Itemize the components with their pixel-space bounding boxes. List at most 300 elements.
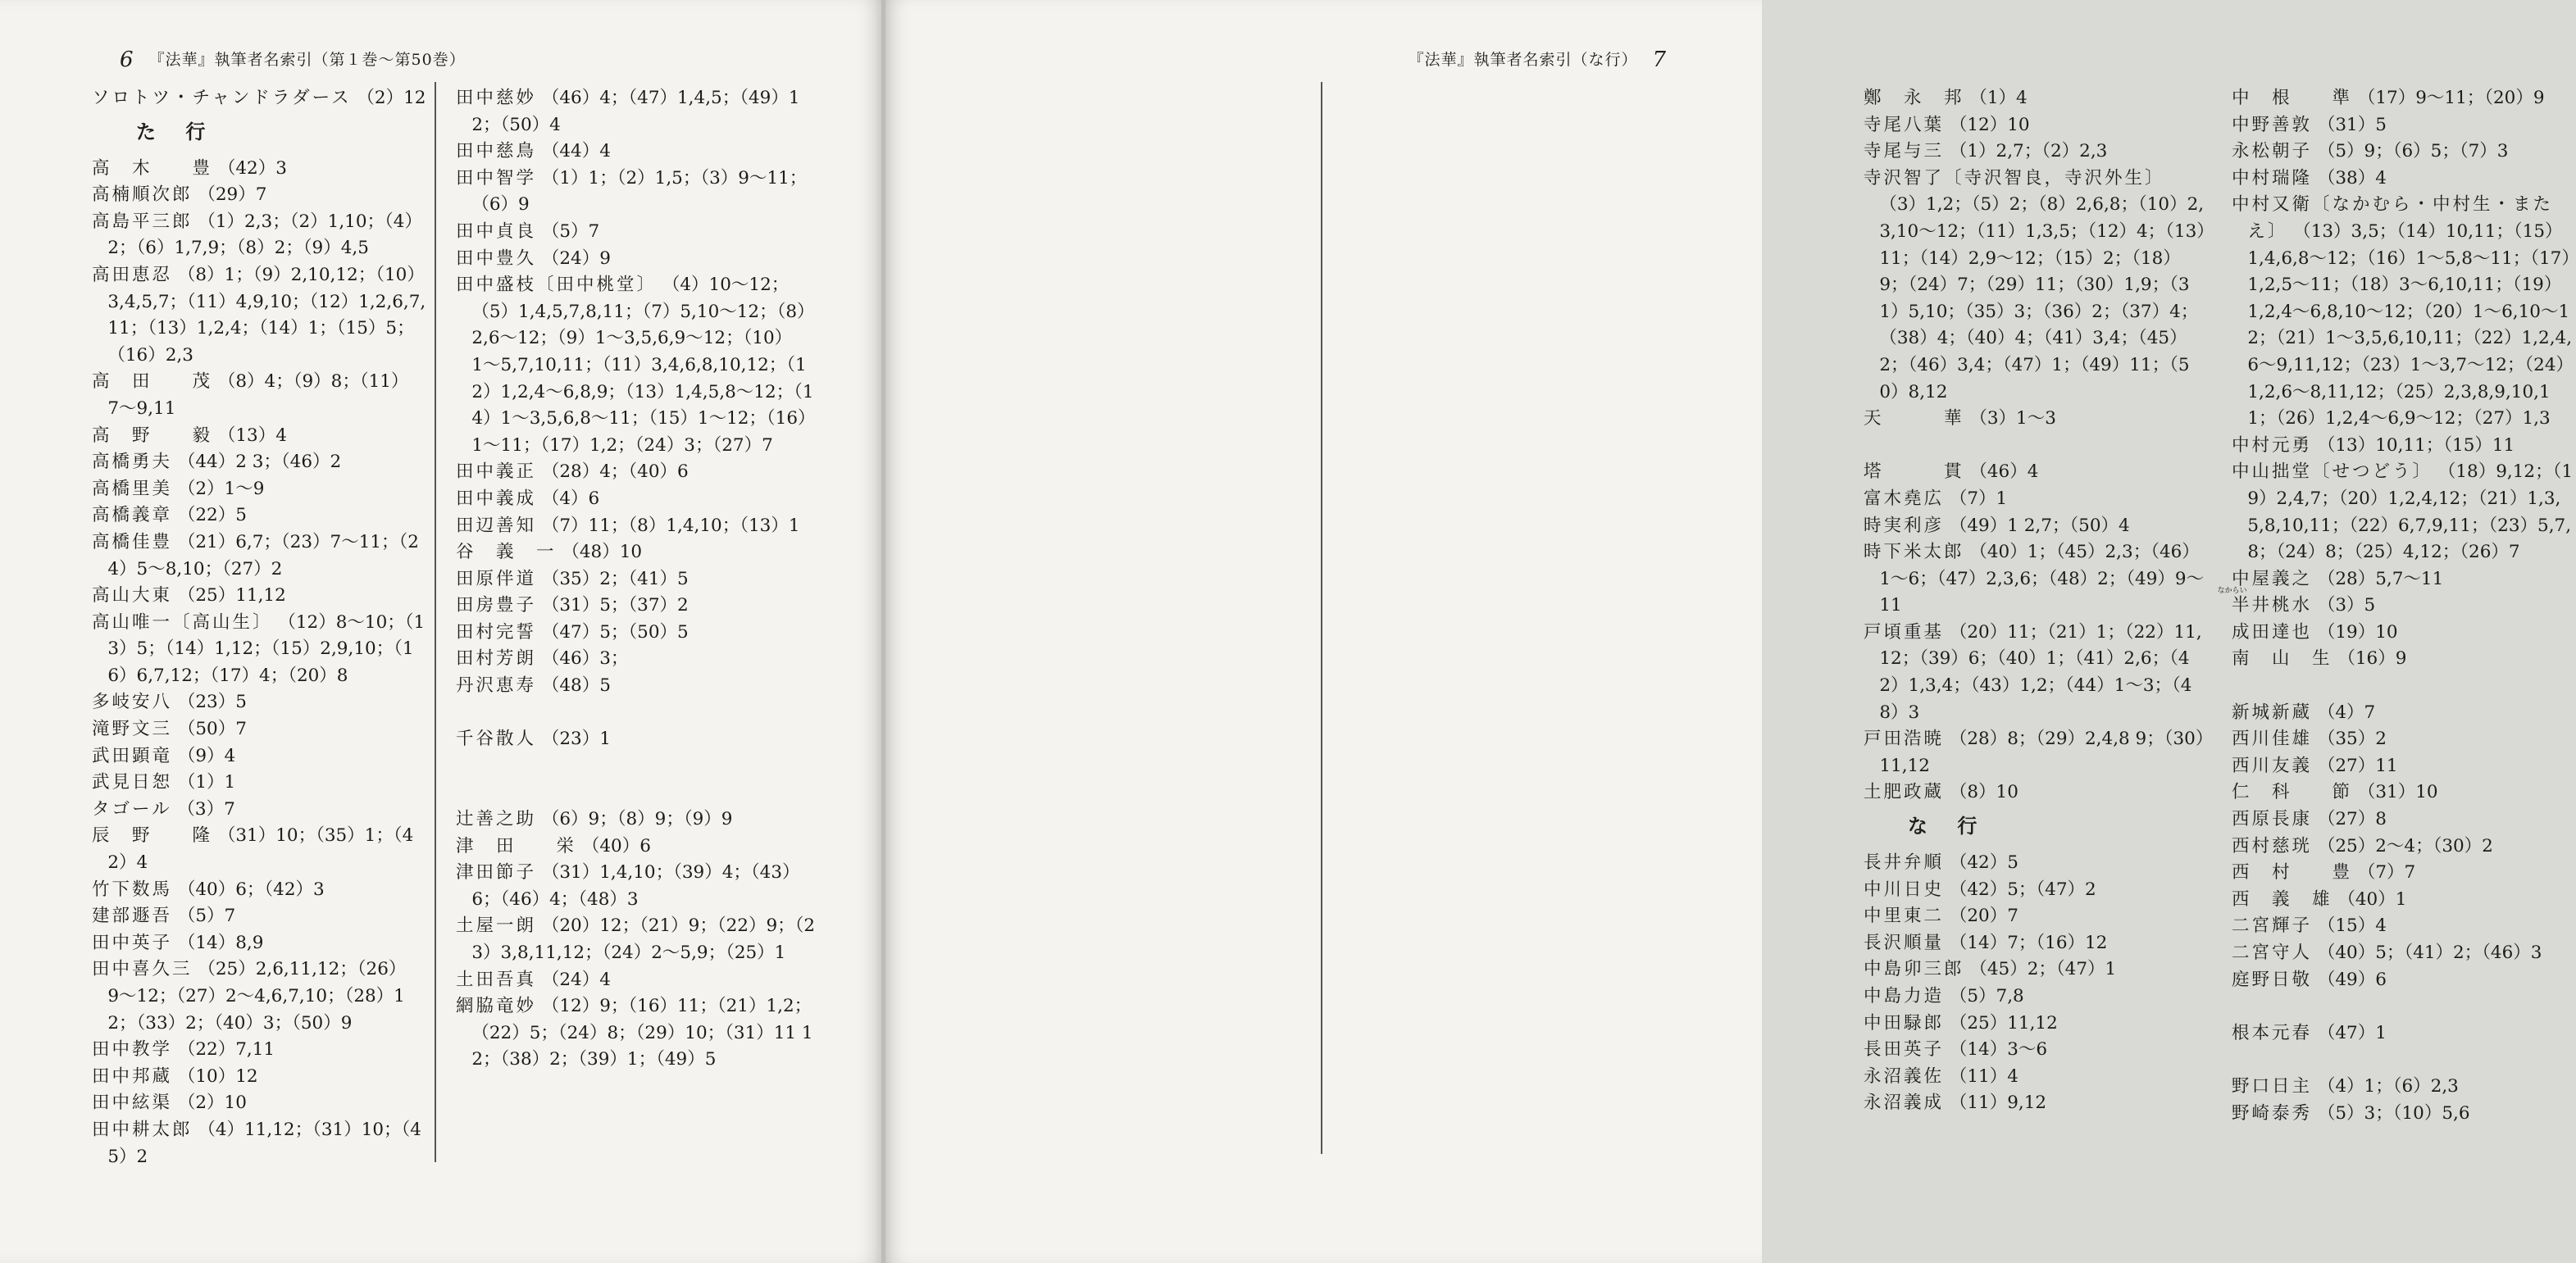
volume-issue-refs: （21）6,7；（23）7〜11；（24）5〜8,10；（27）2 bbox=[107, 531, 419, 579]
index-entry bbox=[1864, 984, 2208, 1011]
index-entry bbox=[92, 502, 432, 529]
volume-issue-refs: （19）10 bbox=[2317, 621, 2398, 643]
index-entry bbox=[456, 539, 817, 566]
author-name: 丹沢恵寿 bbox=[456, 675, 537, 697]
volume-issue-refs: （46）4；（47）1,4,5；（49）12；（50）4 bbox=[471, 88, 800, 135]
index-entry bbox=[92, 797, 432, 824]
author-name: 田辺善知 bbox=[456, 515, 537, 536]
section-heading: な 行 bbox=[1908, 814, 1989, 838]
author-name: 二宮輝子 bbox=[2232, 915, 2313, 937]
author-name: 南 山 生 bbox=[2232, 648, 2333, 670]
index-entry bbox=[2232, 887, 2576, 914]
volume-issue-refs: （40）1 bbox=[2337, 888, 2407, 910]
index-entry bbox=[2232, 860, 2576, 887]
volume-issue-refs: （4）1；（6）2,3 bbox=[2317, 1075, 2459, 1097]
author-name: 高島平三郎 bbox=[92, 211, 193, 232]
index-entry bbox=[456, 860, 817, 913]
left-page-number: 6 bbox=[120, 48, 134, 72]
index-entry bbox=[456, 246, 817, 273]
volume-issue-refs: （44）4 bbox=[541, 141, 611, 162]
volume-issue-refs: （48）5 bbox=[541, 675, 611, 697]
index-entry bbox=[1864, 620, 2208, 726]
volume-issue-refs: （40）5；（41）2；（46）3 bbox=[2317, 943, 2542, 963]
index-entry bbox=[92, 1064, 432, 1091]
index-entry bbox=[456, 646, 817, 673]
author-name: 永松朝子 bbox=[2232, 141, 2313, 162]
author-name: 高橋勇夫 bbox=[92, 452, 173, 473]
volume-issue-refs: （27）8 bbox=[2317, 809, 2387, 830]
author-name: 戸頃重基 bbox=[1864, 621, 1945, 643]
index-entry bbox=[2232, 459, 2576, 566]
author-name: 新城新蔵 bbox=[2232, 702, 2313, 723]
volume-issue-refs: （28）5,7〜11 bbox=[2317, 568, 2444, 589]
author-name: 田中豊久 bbox=[456, 248, 537, 269]
volume-issue-refs: （2）10 bbox=[177, 1093, 247, 1114]
index-entry bbox=[92, 369, 432, 422]
author-name: 成田達也 bbox=[2232, 621, 2313, 643]
volume-issue-refs: （17）9〜11；（20）9 bbox=[2357, 88, 2545, 108]
author-name: 田中喜久三 bbox=[92, 959, 193, 980]
index-entry bbox=[92, 903, 432, 930]
volume-issue-refs: （31）5 bbox=[2317, 114, 2387, 135]
author-name: 中屋義之 bbox=[2232, 568, 2313, 589]
author-name: 土屋一朗 bbox=[456, 915, 537, 937]
right-page bbox=[885, 0, 2574, 1263]
right-column-2 bbox=[2217, 85, 2576, 1127]
index-entry bbox=[456, 620, 817, 647]
author-name: 田原伴道 bbox=[456, 568, 537, 589]
author-name: 田房豊子 bbox=[456, 595, 537, 616]
volume-issue-refs: （49）1 2,7；（50）4 bbox=[1949, 515, 2130, 536]
author-name: 西村慈珖 bbox=[2232, 835, 2313, 856]
author-name: 二宮守人 bbox=[2232, 943, 2313, 963]
volume-issue-refs: （44）2 3；（46）2 bbox=[177, 452, 342, 473]
volume-issue-refs: （14）3〜6 bbox=[1949, 1039, 2048, 1061]
author-name: 庭野日敬 bbox=[2232, 969, 2313, 990]
author-name: 高 田 茂 bbox=[92, 371, 213, 393]
right-page-header bbox=[1408, 48, 1682, 72]
author-name: 野崎泰秀 bbox=[2232, 1102, 2313, 1124]
author-name: 半井桃水 bbox=[2232, 595, 2313, 616]
author-name: 高山大東 bbox=[92, 585, 173, 607]
right-page-number: 7 bbox=[1652, 48, 1667, 72]
volume-issue-refs: （49）6 bbox=[2317, 969, 2387, 990]
volume-issue-refs: （16）9 bbox=[2337, 648, 2407, 670]
index-entry bbox=[1864, 1064, 2208, 1091]
volume-issue-refs: （23）5 bbox=[177, 692, 247, 713]
author-name: 西 村 豊 bbox=[2232, 862, 2353, 884]
index-entry bbox=[92, 716, 432, 743]
author-name: 西川友義 bbox=[2232, 755, 2313, 776]
volume-issue-refs: （15）4 bbox=[2317, 915, 2387, 937]
index-entry bbox=[456, 566, 817, 593]
author-name: 仁 科 節 bbox=[2232, 782, 2353, 803]
volume-issue-refs: （14）8,9 bbox=[177, 932, 264, 953]
author-name: 中 根 準 bbox=[2232, 88, 2353, 108]
spacer bbox=[2232, 673, 2576, 700]
author-name: 中村元勇 bbox=[2232, 434, 2313, 456]
volume-issue-refs: （42）5；（47）2 bbox=[1949, 879, 2096, 900]
spacer bbox=[456, 779, 817, 806]
author-name: 長田英子 bbox=[1864, 1039, 1945, 1061]
author-name: 津田節子 bbox=[456, 862, 537, 884]
index-entry bbox=[1864, 726, 2208, 779]
author-name: 田中盛枝〔田中桃堂〕 bbox=[456, 275, 658, 296]
author-name: 富木堯広 bbox=[1864, 488, 1945, 509]
author-name: ソロトツ・チャンドラダース bbox=[92, 88, 352, 108]
author-name: タゴール bbox=[92, 798, 172, 820]
volume-issue-refs: （42）3 bbox=[217, 157, 287, 179]
index-entry bbox=[456, 593, 817, 620]
index-entry bbox=[92, 182, 432, 209]
index-entry bbox=[2232, 166, 2576, 193]
volume-issue-refs: （5）9；（6）5；（7）3 bbox=[2317, 141, 2509, 162]
author-name: 土肥政蔵 bbox=[1864, 782, 1945, 803]
author-name: 田村完誓 bbox=[456, 621, 537, 643]
author-name: 田中教学 bbox=[92, 1039, 173, 1061]
volume-issue-refs: （4）6 bbox=[541, 488, 600, 509]
index-entry bbox=[1864, 877, 2208, 904]
index-entry bbox=[92, 1037, 432, 1064]
index-entry bbox=[456, 967, 817, 994]
index-entry bbox=[2232, 1074, 2576, 1101]
author-name: 中田騄郎 bbox=[1864, 1012, 1945, 1034]
volume-issue-refs: （47）5；（50）5 bbox=[541, 621, 689, 643]
author-name: 中島卯三郎 bbox=[1864, 959, 1964, 980]
author-name: 塔 貫 bbox=[1864, 461, 1964, 483]
volume-issue-refs: （14）7；（16）12 bbox=[1949, 932, 2108, 953]
author-name: 中村又衛〔なかむら・中村生・またえ〕 bbox=[2232, 194, 2554, 242]
index-entry bbox=[456, 513, 817, 540]
volume-issue-refs: （1）2,3；（2）1,10；（4）2；（6）1,7,9；（8）2；（9）4,5 bbox=[107, 211, 422, 259]
index-entry bbox=[1864, 956, 2208, 984]
author-name: 高 木 豊 bbox=[92, 157, 213, 179]
index-entry bbox=[92, 1090, 432, 1117]
author-name: 中里東二 bbox=[1864, 906, 1945, 927]
ruby-reading: なからい bbox=[2217, 587, 2247, 596]
author-name: 寺尾八葉 bbox=[1864, 114, 1945, 135]
volume-issue-refs: （7）7 bbox=[2357, 862, 2416, 884]
author-name: 野口日主 bbox=[2232, 1075, 2313, 1097]
author-name: 時実利彦 bbox=[1864, 515, 1945, 536]
volume-issue-refs: （40）6；（42）3 bbox=[177, 879, 325, 900]
index-entry bbox=[2232, 192, 2576, 432]
volume-issue-refs: （31）10 bbox=[2357, 782, 2438, 803]
author-name: 田中慈妙 bbox=[456, 88, 537, 108]
index-entry bbox=[2232, 700, 2576, 727]
index-entry bbox=[456, 85, 817, 139]
volume-issue-refs: （23）1 bbox=[541, 729, 611, 750]
author-name: 田中慈鳥 bbox=[456, 141, 537, 162]
author-name: 高楠順次郎 bbox=[92, 184, 193, 206]
volume-issue-refs: （38）4 bbox=[2317, 167, 2387, 189]
volume-issue-refs: （4）7 bbox=[2317, 702, 2376, 723]
volume-issue-refs: （35）2；（41）5 bbox=[541, 568, 689, 589]
index-entry bbox=[456, 139, 817, 166]
volume-issue-refs: （8）1；（9）2,10,12；（10）3,4,5,7；（11）4,9,10；（12）1,2,6,7,11；（13）1,2,4；（14）1；（15）5；（16）2,3 bbox=[107, 264, 426, 366]
volume-issue-refs: （13）3,5；（14）10,11；（15）1,4,6,8〜12；（16）1〜5,8〜11；（17）1,2,5〜11；（18）3〜6,10,11；（19）1,2,4〜6,8,10〜12；（20）1〜6,10〜12；（21）1〜3,5,6,10,11；（22）1,2,4,6〜9,11,12；（23）1〜3,7〜12；（24）1,2,6〜8,11,12；（25）2,3,8,9,10,11；（26）1,2,4〜6,9〜12；（27）1,3 bbox=[2247, 220, 2574, 429]
index-entry bbox=[456, 459, 817, 486]
left-column-2 bbox=[456, 85, 817, 1074]
index-entry bbox=[456, 219, 817, 246]
volume-issue-refs: （20）7 bbox=[1949, 906, 2018, 927]
volume-issue-refs: （46）3； bbox=[541, 648, 629, 670]
volume-issue-refs: （5）7 bbox=[177, 906, 236, 927]
author-name: 高 野 毅 bbox=[92, 425, 213, 446]
volume-issue-refs: （1）1；（2）1,5；（3）9〜11；（6）9 bbox=[471, 167, 808, 216]
index-entry bbox=[92, 156, 432, 183]
volume-issue-refs: （7）11；（8）1,4,10；（13）1 bbox=[541, 515, 800, 536]
volume-issue-refs: （2）12 bbox=[357, 88, 426, 108]
volume-issue-refs: （12）10 bbox=[1949, 114, 2030, 135]
author-name: 戸田浩暁 bbox=[1864, 729, 1945, 750]
volume-issue-refs: （3）1,2；（5）2；（8）2,6,8；（10）2,3,10〜12；（11）1,3,5；（12）4；（13）11；（14）2,9〜12；（15）2；（18）9；（24）7；（29）11；（30）1,9；（31）5,10；（35）3；（36）2；（37）4；（38）4；（40）4；（41）3,4；（45）2；（46）3,4；（47）1；（49）11；（50）8,12 bbox=[1879, 194, 2206, 402]
volume-issue-refs: （28）4；（40）6 bbox=[541, 461, 689, 483]
author-name: 天 華 bbox=[1864, 408, 1964, 429]
author-name: 永沼義佐 bbox=[1864, 1065, 1945, 1087]
author-name: 鄭 永 邦 bbox=[1864, 88, 1964, 108]
index-entry bbox=[1864, 459, 2208, 486]
index-entry bbox=[1864, 166, 2208, 406]
index-entry bbox=[456, 673, 817, 700]
index-entry bbox=[92, 610, 432, 690]
volume-issue-refs: （1）2,7；（2）2,3 bbox=[1949, 141, 2108, 162]
volume-issue-refs: （31）10；（35）1；（42）4 bbox=[107, 825, 414, 874]
volume-issue-refs: （4）10〜12；（5）1,4,5,7,8,11；（7）5,10〜12；（8）2,6〜12；（9）1〜3,5,6,9〜12；（10）1〜5,7,10,11；（11）3,4,6,8,10,12；（12）1,2,4〜6,8,9；（13）1,4,5,8〜12；（14）1〜3,5,6,8〜11；（15）1〜12；（16）1〜11；（17）1,2；（24）3；（27）7 bbox=[471, 275, 816, 456]
author-name: 竹下数馬 bbox=[92, 879, 173, 900]
author-name: 根本元春 bbox=[2232, 1022, 2313, 1043]
index-entry bbox=[456, 806, 817, 834]
author-name: 西 義 雄 bbox=[2232, 888, 2333, 910]
index-entry bbox=[1864, 139, 2208, 166]
author-name: 滝野文三 bbox=[92, 719, 173, 740]
volume-issue-refs: （20）12；（21）9；（22）9；（23）3,8,11,12；（24）2〜5,9；（25）1 bbox=[471, 915, 816, 963]
volume-issue-refs: （31）5；（37）2 bbox=[541, 595, 689, 616]
left-page bbox=[0, 0, 881, 1263]
index-entry bbox=[92, 85, 432, 112]
author-name: 西原長康 bbox=[2232, 809, 2313, 830]
author-name: 寺沢智了〔寺沢智良，寺沢外生〕 bbox=[1864, 167, 2165, 189]
volume-issue-refs: （8）10 bbox=[1949, 782, 2018, 803]
index-entry bbox=[1864, 112, 2208, 139]
spacer bbox=[2232, 993, 2576, 1020]
index-entry bbox=[456, 166, 817, 219]
index-entry bbox=[1864, 1090, 2208, 1117]
index-entry bbox=[1864, 930, 2208, 957]
index-entry bbox=[2232, 806, 2576, 834]
author-name: 高橋義章 bbox=[92, 505, 173, 526]
volume-issue-refs: （31）1,4,10；（39）4；（43）6；（46）4；（48）3 bbox=[471, 862, 800, 910]
volume-issue-refs: （29）7 bbox=[198, 184, 267, 206]
author-name: 多岐安八 bbox=[92, 692, 173, 713]
author-name: 田中智学 bbox=[456, 167, 537, 189]
author-name: 中山拙堂〔せつどう〕 bbox=[2232, 461, 2433, 483]
author-name: 高山唯一〔高山生〕 bbox=[92, 611, 273, 633]
volume-issue-refs: （2）1〜9 bbox=[177, 478, 265, 499]
author-name: 辻善之助 bbox=[456, 809, 537, 830]
index-entry bbox=[2217, 587, 2576, 620]
index-entry bbox=[1864, 486, 2208, 513]
volume-issue-refs: （6）9；（8）9；（9）9 bbox=[541, 809, 733, 830]
index-entry bbox=[92, 476, 432, 503]
volume-issue-refs: （4）11,12；（31）10；（45）2 bbox=[107, 1119, 421, 1167]
volume-issue-refs: （47）1 bbox=[2317, 1022, 2387, 1043]
index-entry bbox=[1864, 779, 2208, 806]
volume-issue-refs: （3）5 bbox=[2317, 595, 2376, 616]
index-entry bbox=[2232, 834, 2576, 861]
index-entry bbox=[2232, 753, 2576, 780]
volume-issue-refs: （3）7 bbox=[177, 798, 235, 820]
author-name: 田中耕太郎 bbox=[92, 1119, 193, 1140]
index-entry bbox=[456, 272, 817, 459]
volume-issue-refs: （45）2；（47）1 bbox=[1969, 959, 2117, 980]
index-entry bbox=[456, 913, 817, 966]
index-entry bbox=[1864, 903, 2208, 930]
author-name: 建部遯吾 bbox=[92, 906, 173, 927]
volume-issue-refs: （10）12 bbox=[177, 1065, 258, 1087]
volume-issue-refs: （40）1；（45）2,3；（46）1〜6；（47）2,3,6；（48）2；（49）9〜11 bbox=[1879, 542, 2205, 616]
volume-issue-refs: （5）3；（10）5,6 bbox=[2317, 1102, 2470, 1124]
index-entry bbox=[92, 449, 432, 476]
author-name: 長井弁順 bbox=[1864, 852, 1945, 874]
spacer bbox=[456, 700, 817, 727]
index-entry bbox=[92, 423, 432, 450]
author-name: 高橋里美 bbox=[92, 478, 173, 499]
volume-issue-refs: （3）1〜3 bbox=[1969, 408, 2056, 429]
author-name: 高田恵忍 bbox=[92, 264, 173, 285]
volume-issue-refs: （25）11,12 bbox=[1949, 1012, 2058, 1034]
index-entry bbox=[1864, 513, 2208, 540]
volume-issue-refs: （27）11 bbox=[2317, 755, 2398, 776]
author-name: 田中邦蔵 bbox=[92, 1065, 173, 1087]
index-entry bbox=[92, 583, 432, 610]
index-entry bbox=[1864, 850, 2208, 877]
volume-issue-refs: （22）5 bbox=[177, 505, 247, 526]
author-name: 中野善敦 bbox=[2232, 114, 2313, 135]
volume-issue-refs: （13）10,11；（15）11 bbox=[2317, 434, 2515, 456]
index-entry bbox=[2232, 779, 2576, 806]
index-entry bbox=[2232, 1101, 2576, 1128]
left-column-1 bbox=[92, 85, 432, 1170]
right-column-1 bbox=[1864, 85, 2208, 1117]
author-name: 津 田 栄 bbox=[456, 835, 577, 856]
spacer bbox=[456, 753, 817, 780]
index-entry bbox=[2232, 726, 2576, 753]
index-entry bbox=[92, 1117, 432, 1170]
index-entry bbox=[92, 930, 432, 957]
volume-issue-refs: （28）8；（29）2,4,8 9；（30）11,12 bbox=[1879, 729, 2205, 776]
author-name: 中島力造 bbox=[1864, 986, 1945, 1006]
index-entry bbox=[456, 486, 817, 513]
index-entry bbox=[1864, 406, 2208, 433]
index-entry bbox=[92, 956, 432, 1037]
author-name: 武見日恕 bbox=[92, 772, 173, 793]
author-name: 寺尾与三 bbox=[1864, 141, 1945, 162]
volume-issue-refs: （20）11；（21）1；（22）11,12；（39）6；（40）1；（41）2,6；（42）1,3,4；（43）1,2；（44）1〜3；（48）3 bbox=[1879, 621, 2202, 723]
author-name: 土田吾真 bbox=[456, 969, 537, 990]
volume-issue-refs: （1）1 bbox=[177, 772, 236, 793]
volume-issue-refs: （25）11,12 bbox=[177, 585, 286, 607]
volume-issue-refs: （12）8〜10；（13）5；（14）1,12；（15）2,9,10；（16）6,7,12；（17）4；（20）8 bbox=[107, 611, 426, 686]
left-page-title: 『法華』執筆者名索引（第１巻〜第50巻） bbox=[148, 51, 466, 69]
index-entry bbox=[2232, 85, 2576, 112]
author-name: 高橋佳豊 bbox=[92, 531, 173, 552]
index-entry bbox=[2232, 1020, 2576, 1047]
volume-issue-refs: （25）2,6,11,12；（26）9〜12；（27）2〜4,6,7,10；（28）12；（33）2；（40）3；（50）9 bbox=[107, 959, 407, 1034]
author-name: 武田顕竜 bbox=[92, 745, 173, 766]
volume-issue-refs: （12）9；（16）11；（21）1,2；（22）5；（24）8；（29）10；（31）11 12；（38）2；（39）1；（49）5 bbox=[471, 996, 813, 1070]
index-entry bbox=[2232, 646, 2576, 673]
volume-issue-refs: （5）7 bbox=[541, 220, 600, 242]
left-page-header bbox=[105, 48, 466, 72]
author-name: 谷 義 一 bbox=[456, 542, 557, 563]
volume-issue-refs: （35）2 bbox=[2317, 729, 2387, 750]
volume-issue-refs: （13）4 bbox=[217, 425, 287, 446]
author-name: 西川佳雄 bbox=[2232, 729, 2313, 750]
index-entry bbox=[2232, 139, 2576, 166]
volume-issue-refs: （48）10 bbox=[562, 542, 643, 563]
spacer bbox=[2232, 1047, 2576, 1074]
volume-issue-refs: （1）4 bbox=[1969, 88, 2028, 108]
section-heading: た 行 bbox=[136, 119, 217, 143]
index-entry bbox=[2232, 112, 2576, 139]
index-entry bbox=[2232, 913, 2576, 940]
volume-issue-refs: （11）9,12 bbox=[1949, 1093, 2047, 1114]
author-name: 時下米太郎 bbox=[1864, 542, 1964, 563]
volume-issue-refs: （46）4 bbox=[1969, 461, 2039, 483]
volume-issue-refs: （8）4；（9）8；（11）7〜9,11 bbox=[107, 371, 409, 419]
index-entry bbox=[92, 262, 432, 369]
index-entry bbox=[2232, 940, 2576, 967]
index-entry bbox=[456, 993, 817, 1074]
author-name: 永沼義成 bbox=[1864, 1093, 1945, 1114]
volume-issue-refs: （5）7,8 bbox=[1949, 986, 2024, 1006]
index-entry bbox=[1864, 1037, 2208, 1064]
volume-issue-refs: （18）9,12；（19）2,4,7；（20）1,2,4,12；（21）1,3,5,8,10,11；（22）6,7,9,11；（23）5,7,8；（24）8；（25）4,12；（26）7 bbox=[2247, 461, 2574, 563]
index-entry bbox=[92, 743, 432, 770]
index-entry bbox=[456, 726, 817, 753]
volume-issue-refs: （42）5 bbox=[1949, 852, 2018, 874]
author-name: 網脇竜妙 bbox=[456, 996, 537, 1017]
index-entry bbox=[92, 689, 432, 716]
volume-issue-refs: （11）4 bbox=[1949, 1065, 2018, 1087]
index-entry bbox=[92, 770, 432, 797]
index-entry bbox=[92, 209, 432, 262]
volume-issue-refs: （24）4 bbox=[541, 969, 611, 990]
index-entry bbox=[2232, 967, 2576, 994]
author-name: 長沢順量 bbox=[1864, 932, 1945, 953]
index-entry bbox=[2232, 433, 2576, 460]
volume-issue-refs: （50）7 bbox=[177, 719, 247, 740]
volume-issue-refs: （40）6 bbox=[581, 835, 651, 856]
index-entry bbox=[92, 823, 432, 876]
author-name: 千谷散人 bbox=[456, 729, 537, 750]
index-entry bbox=[92, 877, 432, 904]
author-name: 辰 野 隆 bbox=[92, 825, 213, 847]
volume-issue-refs: （7）1 bbox=[1949, 488, 2008, 509]
volume-issue-refs: （22）7,11 bbox=[177, 1039, 275, 1061]
index-entry bbox=[92, 529, 432, 583]
author-name: 田中英子 bbox=[92, 932, 173, 953]
index-entry bbox=[2232, 620, 2576, 647]
volume-issue-refs: （9）4 bbox=[177, 745, 236, 766]
author-name: 田村芳朗 bbox=[456, 648, 537, 670]
author-name: 中川日史 bbox=[1864, 879, 1945, 900]
column-divider bbox=[435, 82, 436, 1162]
author-name: 田中義正 bbox=[456, 461, 537, 483]
column-divider bbox=[1321, 82, 1322, 1154]
index-entry bbox=[1864, 85, 2208, 112]
